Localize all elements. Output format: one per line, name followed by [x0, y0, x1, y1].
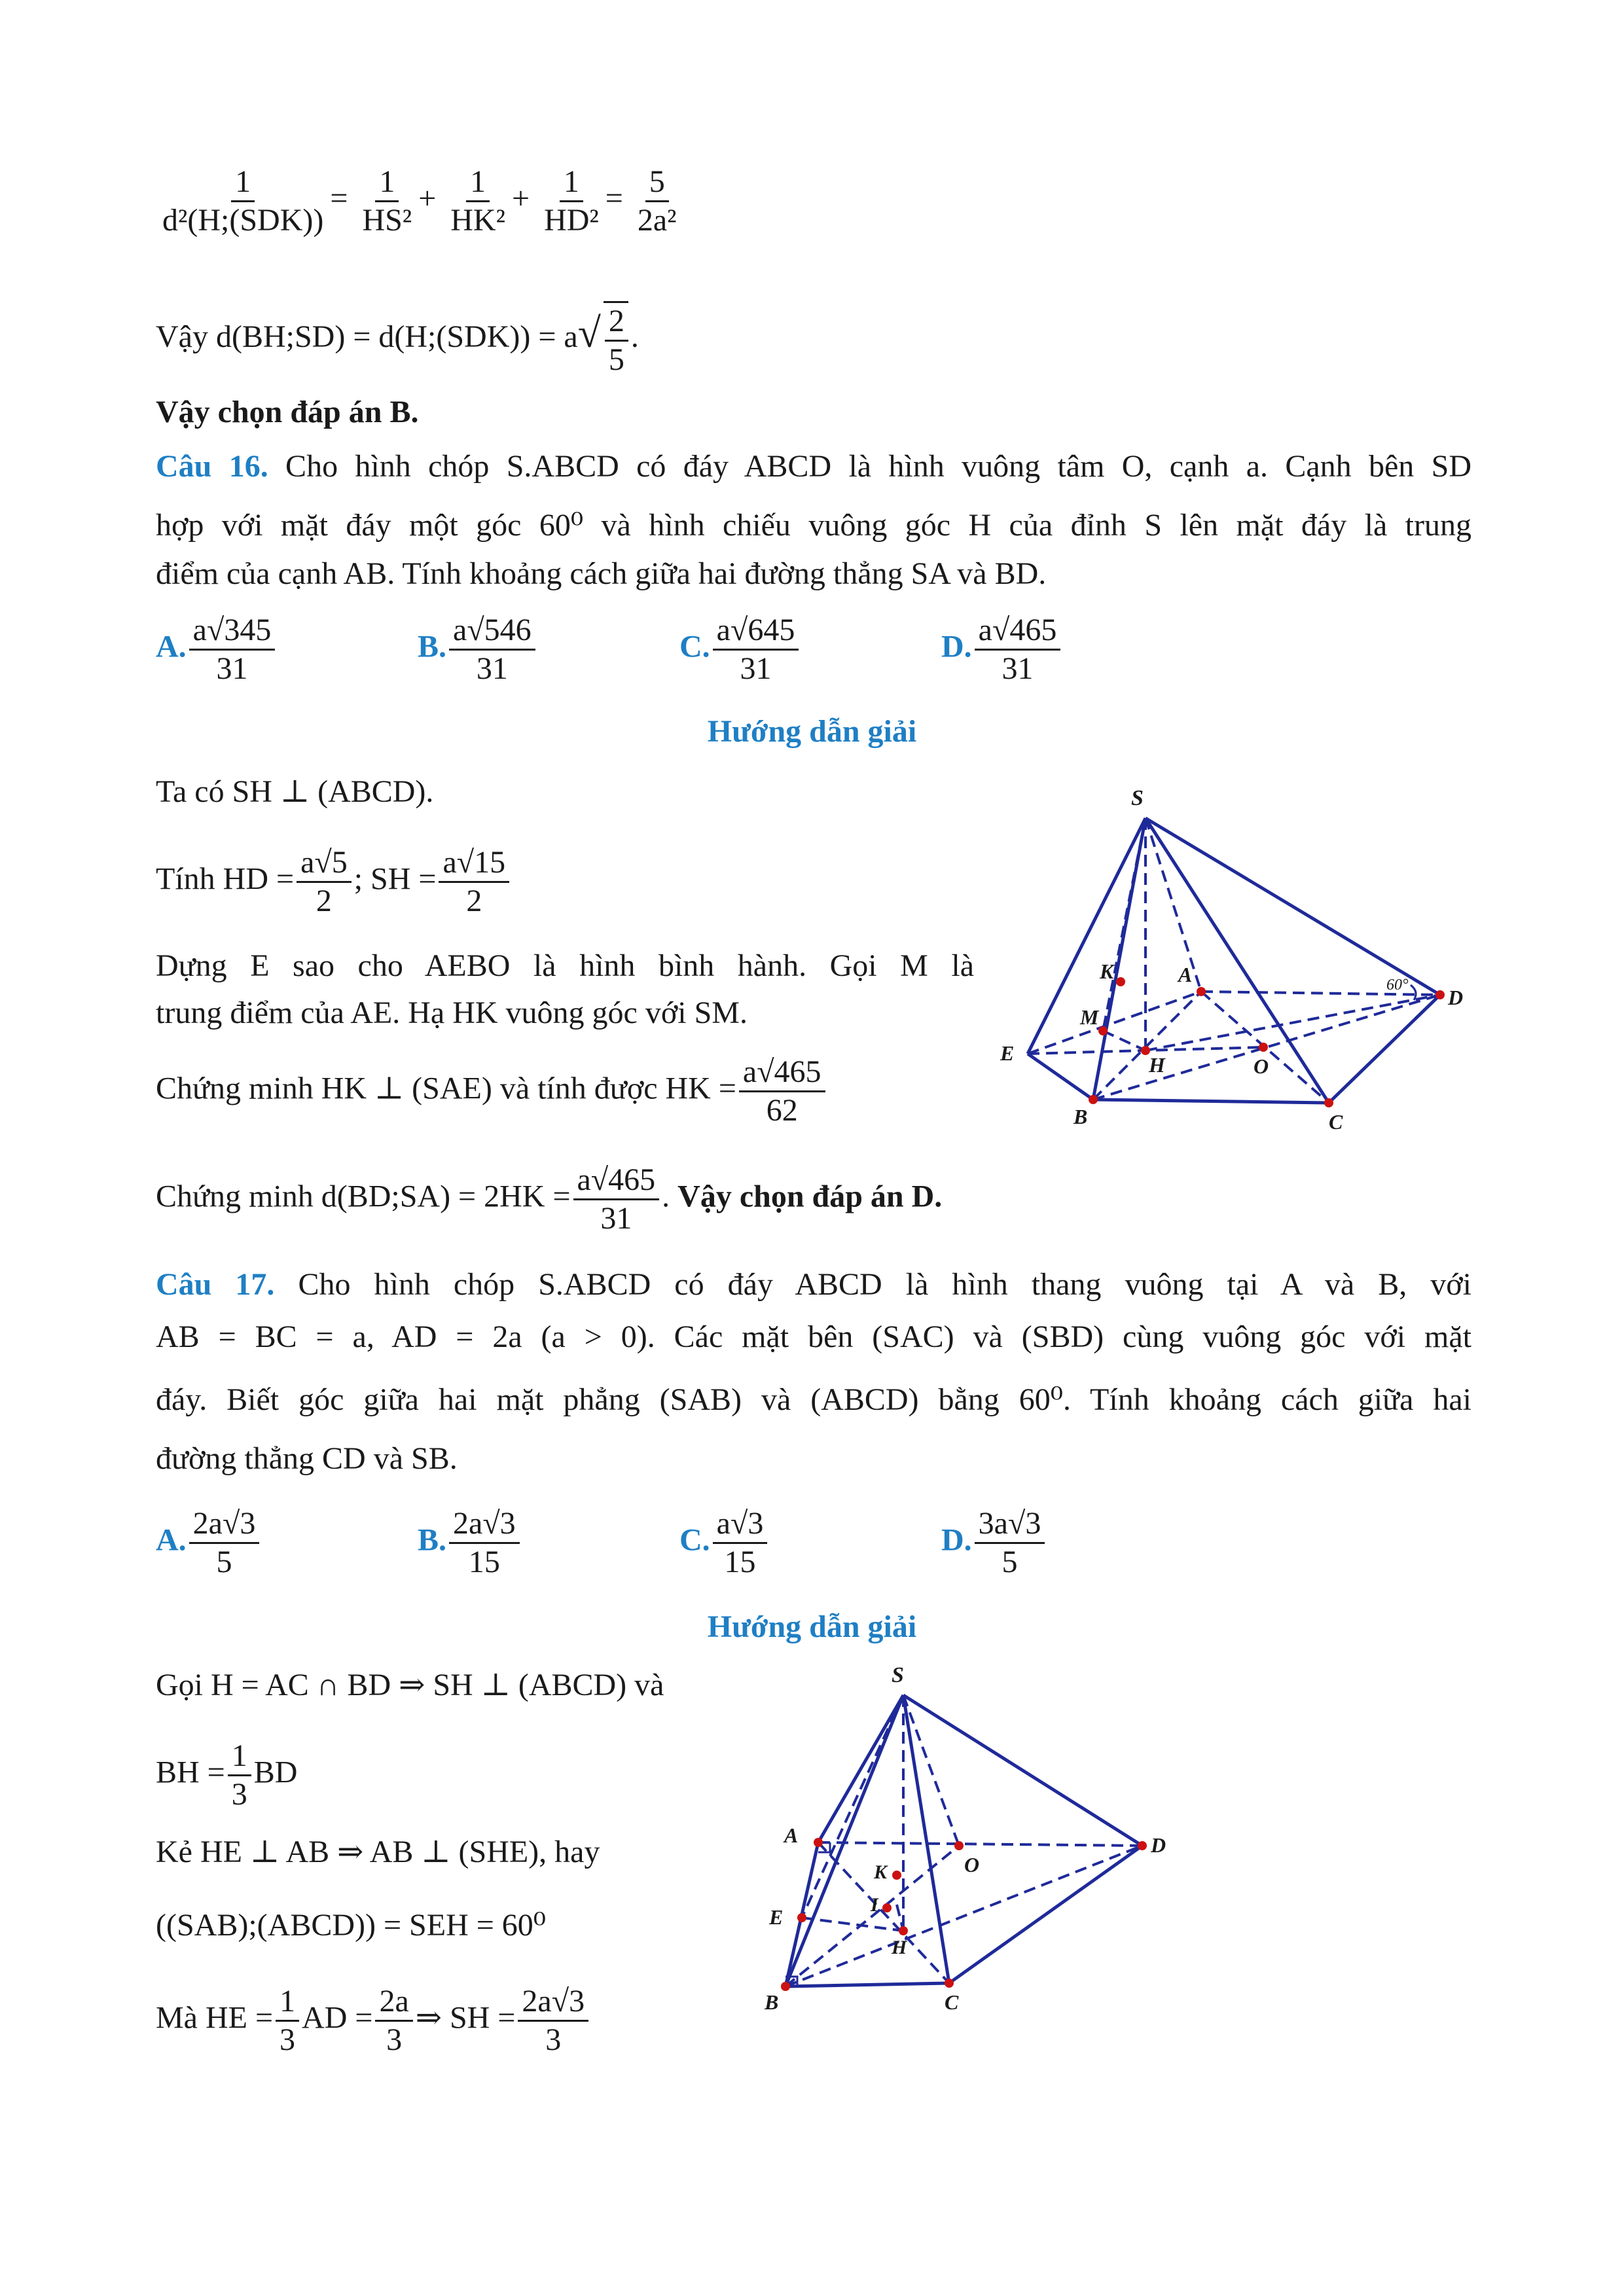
- fig16-label-h: H: [1149, 1053, 1165, 1077]
- q16-option-a[interactable]: A. $\frac{a√345}{31}$: [156, 612, 278, 687]
- fig16-label-a: A: [1178, 963, 1193, 986]
- q17-option-b[interactable]: B. $\frac{2a√3}{15}$: [418, 1505, 522, 1581]
- fig16-label-c: C: [1329, 1110, 1343, 1134]
- fig17-label-k: K: [874, 1861, 888, 1883]
- q16-option-b[interactable]: B. $\frac{a√546}{31}$: [418, 612, 538, 687]
- formula-term-hd: $\frac{1}{\text{HD²}}$: [544, 164, 599, 238]
- fig17-label-e: E: [769, 1905, 784, 1929]
- q17-step3: Kẻ HE ⊥ AB ⇒ AB ⊥ (SHE), hay: [156, 1835, 600, 1869]
- q17-step2: BH = $\frac{1}{3}$ BD: [156, 1738, 298, 1812]
- fig16-label-o: O: [1254, 1054, 1269, 1078]
- formula-lhs: $\frac{1}{\text{d²(H;(SDK))}}$: [162, 164, 324, 238]
- fig16-label-s: S: [1131, 786, 1144, 810]
- q16-step4: Chứng minh HK ⊥ (SAE) và tính được HK = $\frac{a√465}{62}$: [156, 1054, 828, 1129]
- q16-step5: Chứng minh d(BD;SA) = 2HK = $\frac{a√465}{31}$ . Vậy chọn đáp án D.: [156, 1162, 943, 1236]
- q17-pyramid-figure: [740, 1656, 1211, 2022]
- q17-step5: Mà HE = $\frac{1}{3}$ AD = $\frac{2a}{3}$ ⇒ SH = $\frac{2a√3}{3}$: [156, 1983, 591, 2058]
- q16-step2: Tính HD = $\frac{a√5}{2}$ ; SH = $\frac{a√15}{2}$: [156, 844, 512, 920]
- answer-b-line: Vậy chọn đáp án B.: [156, 395, 419, 429]
- fig17-label-i: I: [871, 1894, 878, 1916]
- formula-term-hk: $\frac{1}{\text{HK²}}$: [450, 164, 505, 238]
- q16-step3: Dựng E sao cho AEBO là hình bình hành. Gọi M là trung điểm của AE. Hạ HK vuông góc với SM.: [156, 948, 974, 1030]
- formula-result: $\frac{5}{\text{2a²}}$: [637, 164, 677, 238]
- fig16-label-e: E: [1000, 1041, 1015, 1065]
- question-17: Câu 17. Cho hình chóp S.ABCD có đáy ABCD là hình thang vuông tại A và B, với AB = BC = a, AD = 2a (a > 0). Các mặt bên (SAC) và (SBD) cùng vuông góc với mặt đáy. Biết góc giữa hai mặt phẳng (SAB) và (ABCD) bằng 60⁰. Tính khoảng cách giữa hai đường thẳng CD và SB.: [156, 1267, 1472, 1476]
- conclusion-sqrt-frac: $\frac{2}{5}$: [604, 301, 628, 378]
- question-16-label: Câu 16.: [156, 449, 268, 484]
- q17-option-a[interactable]: A. $\frac{2a√3}{5}$: [156, 1505, 262, 1581]
- fig16-label-k: K: [1100, 960, 1114, 983]
- fig17-label-b: B: [765, 1990, 779, 2014]
- fig17-label-o: O: [964, 1853, 980, 1876]
- q16-guide-heading: Hướng dẫn giải: [707, 714, 917, 749]
- q17-option-c[interactable]: C. $\frac{a√3}{15}$: [679, 1505, 770, 1581]
- q16-pyramid-figure: [982, 779, 1506, 1145]
- formula-term-hs: $\frac{1}{\text{HS²}}$: [362, 164, 412, 238]
- q16-option-c[interactable]: C. $\frac{a√645}{31}$: [679, 612, 801, 687]
- conclusion-line: Vậy d(BH;SD) = d(H;(SDK)) = a√ $\frac{2}{5}$ .: [156, 301, 639, 378]
- q17-guide-heading: Hướng dẫn giải: [707, 1609, 917, 1644]
- fig17-label-h: H: [892, 1937, 907, 1958]
- question-17-label: Câu 17.: [156, 1267, 275, 1302]
- question-16: Câu 16. Cho hình chóp S.ABCD có đáy ABCD là hình vuông tâm O, cạnh a. Cạnh bên SD hợp với mặt đáy một góc 60⁰ và hình chiếu vuông góc H của đỉnh S lên mặt đáy là trung điểm của cạnh AB. Tính khoảng cách giữa hai đường thẳng SA và BD.: [156, 449, 1472, 591]
- fig16-label-m: M: [1080, 1005, 1099, 1029]
- fig16-label-b: B: [1074, 1105, 1088, 1128]
- q17-step4: ((SAB);(ABCD)) = SEH = 60⁰: [156, 1908, 547, 1943]
- q17-option-d[interactable]: D. $\frac{3a√3}{5}$: [941, 1505, 1047, 1581]
- fig16-angle-label: 60°: [1386, 977, 1409, 994]
- q16-option-d[interactable]: D. $\frac{a√465}{31}$: [941, 612, 1063, 687]
- fig17-label-s: S: [892, 1663, 904, 1687]
- q16-step1: Ta có SH ⊥ (ABCD).: [156, 774, 434, 809]
- fig17-label-d: D: [1151, 1833, 1166, 1857]
- fig17-label-a: A: [784, 1823, 799, 1847]
- fig16-label-d: D: [1448, 986, 1464, 1009]
- distance-formula: $\frac{1}{\text{d²(H;(SDK))}}$ = $\frac{1}{\text{HS²}}$ + $\frac{1}{\text{HK²}}$ + $\frac{1}{\text{HD²}}$ = $\frac{5}{\text{2a²}}$: [156, 164, 683, 239]
- q17-step1: Gọi H = AC ∩ BD ⇒ SH ⊥ (ABCD) và: [156, 1668, 664, 1702]
- fig17-label-c: C: [945, 1990, 959, 2014]
